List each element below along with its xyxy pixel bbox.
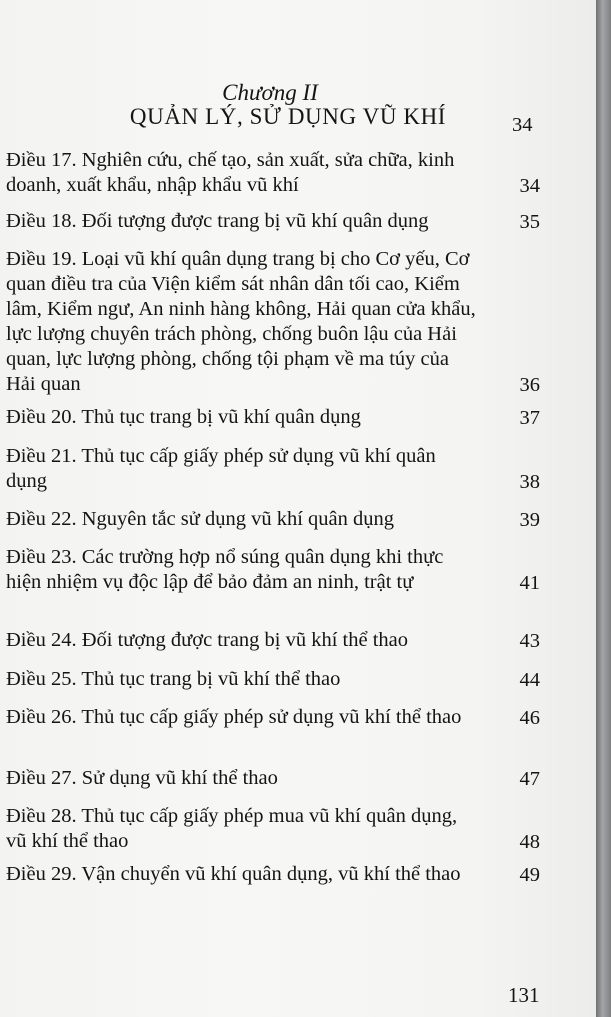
toc-entry-21 [6,444,596,494]
toc-entry-text: Điều 29. Vận chuyển vũ khí quân dụng, vũ khí thể thao [6,863,461,885]
toc-entry-page: 39 [519,509,540,531]
toc-entry-text: Điều 20. Thủ tục trang bị vũ khí quân dụng [6,406,361,428]
toc-entry-25 [6,667,596,692]
toc-entry-27 [6,766,596,791]
chapter-title: QUẢN LÝ, SỬ DỤNG VŨ KHÍ [129,104,447,129]
toc-entry-page: 49 [519,864,540,886]
toc-entry-28 [6,804,596,854]
toc-entry-18 [6,209,596,234]
toc-entry-page: 48 [519,831,540,853]
toc-entry-text: Điều 24. Đối tượng được trang bị vũ khí thể thao [6,629,409,651]
toc-entry-page: 47 [519,768,540,790]
toc-entry-page: 46 [519,707,540,729]
toc-entry-text: Điều 21. Thủ tục cấp giấy phép sử dụng vũ khí quân dụng [6,445,436,492]
toc-entry-text: Điều 28. Thủ tục cấp giấy phép mua vũ khí quân dụng, vũ khí thể thao [6,805,458,852]
toc-entry-text: Điều 17. Nghiên cứu, chế tạo, sản xuất, sửa chữa, kinh doanh, xuất khẩu, nhập khẩu vũ khí [6,149,455,196]
chapter-label: Chương II [222,80,318,105]
toc-entry-page: 41 [519,572,540,594]
toc-entry-page: 44 [519,669,540,691]
toc-entry-page: 35 [519,211,540,233]
toc-entry-22 [6,507,596,532]
toc-entry-29 [6,862,596,887]
toc-entry-text: Điều 18. Đối tượng được trang bị vũ khí quân dụng [6,210,429,232]
toc-entry-page: 36 [519,374,540,396]
toc-entry-text: Điều 27. Sử dụng vũ khí thể thao [6,767,278,789]
page-edge [596,0,611,1017]
page-folio-number: 131 [508,983,540,1007]
toc-entry-page: 37 [519,407,540,429]
toc-entry-24 [6,628,596,653]
toc-entry-23 [6,545,596,595]
toc-entry-text: Điều 19. Loại vũ khí quân dụng trang bị cho Cơ yếu, Cơ quan điều tra của Viện kiểm sát nhân dân tối cao, Kiểm lâm, Kiểm ngư, An ninh hàng không, Hải quan cửa khẩu, lực lượng chuyên trách phòng, chống buôn lậu của Hải quan, lực lượng phòng, chống tội phạm về ma túy của Hải quan [6,248,476,395]
toc-entry-page: 43 [519,630,540,652]
chapter-page-number: 34 [512,114,533,136]
toc-entry-page: 34 [519,175,540,197]
toc-entry-text: Điều 23. Các trường hợp nổ súng quân dụng khi thực hiện nhiệm vụ độc lập để bảo đảm an ninh, trật tự [6,546,444,593]
toc-entry-26 [6,705,596,730]
toc-entry-19 [6,247,596,397]
toc-entry-text: Điều 25. Thủ tục trang bị vũ khí thể thao [6,668,341,690]
toc-entry-20 [6,405,596,430]
toc-entry-text: Điều 22. Nguyên tắc sử dụng vũ khí quân dụng [6,508,395,530]
toc-entry-17 [6,148,596,198]
toc-entry-page: 38 [519,471,540,493]
toc-entry-text: Điều 26. Thủ tục cấp giấy phép sử dụng vũ khí thể thao [6,706,462,728]
